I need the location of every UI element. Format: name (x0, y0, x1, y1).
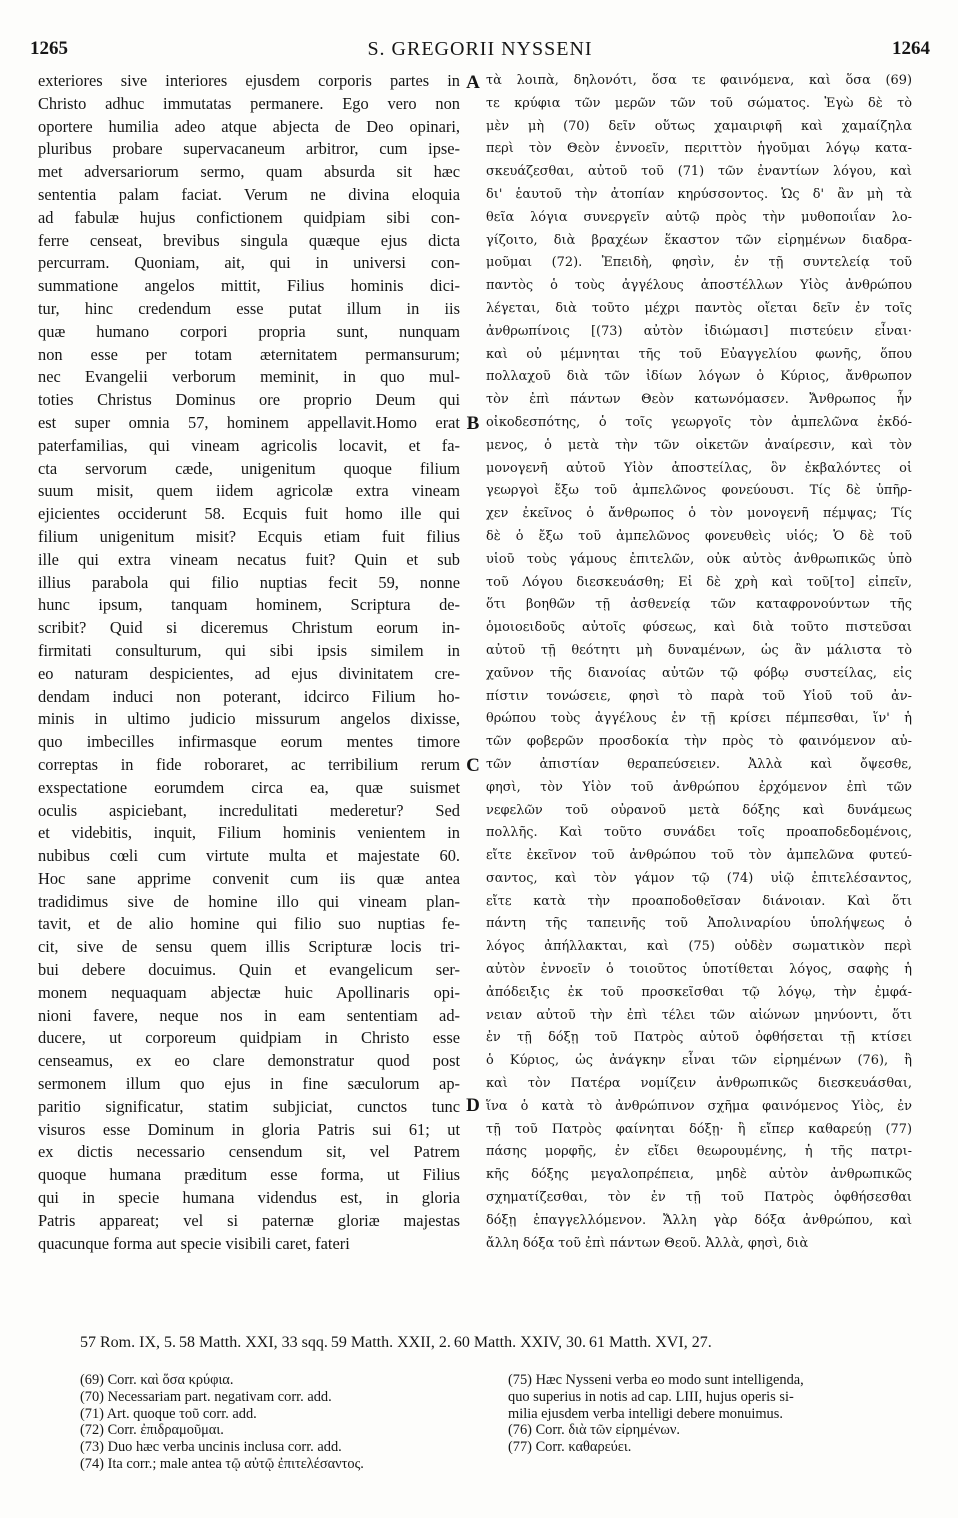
latin-text-line: censeamus, ex eo clare demonstratur quod post (38, 1051, 460, 1071)
greek-text-line: τῶν ἀπιστίαν θεραπεύσειεν. Ἀλλὰ καὶ ὄψεσθε, (486, 756, 912, 772)
latin-text-line: oportere humilia adeo atque abjecta de Deo opinari, (38, 116, 460, 136)
latin-text-line: qui in specie humana videndus est, in gloria (38, 1188, 460, 1208)
latin-text-line: quacunque forma aut specie visibili caret, fateri (38, 1233, 350, 1253)
latin-text-line: dendam induci non poterant, idcirco Filium ho- (38, 686, 460, 706)
greek-text-line: νεφελῶν τοῦ οὐρανοῦ μετὰ δόξης καὶ δυνάμεως (486, 802, 912, 818)
greek-text-line: περὶ τὸν Θεὸν ἐννοεῖν, περιττὸν ἡγοῦμαι λόγῳ κατα- (486, 141, 912, 157)
scripture-reference: 59 Matth. XXII, 2. (330, 1334, 451, 1351)
latin-text-line: exteriores sive interiores ejusdem corporis partes in (38, 71, 460, 90)
latin-text-line: paritio significatur, statim subjiciat, cunctos tunc (38, 1096, 460, 1116)
greek-text-line: ὁμοιοειδοῦς αὐτοῖς φύσεως, καὶ διὰ τοῦτο πιστεῦσαι (486, 620, 912, 636)
latin-text-line: percurram. Quoniam, ait, qui in universi con- (38, 253, 460, 273)
greek-text-line: αὐτὸν ἐννοεῖν ὁ τοιοῦτος ὑποτίθεται λόγος, σαφὴς ἡ (486, 962, 912, 978)
latin-text-line: eo naturam despicientes, ad ejus divinitatem cre- (38, 663, 460, 683)
latin-text-line: correptas in fide roboraret, ac terribilium rerum (38, 754, 460, 774)
greek-text-line: εἴτε κατὰ τὴν προαποδοθεῖσαν διάνοιαν. Καὶ ὅτι (486, 893, 912, 909)
latin-text-line: met adversariorum sermo, quam absurda sit hæc (38, 162, 460, 182)
footnote: (76) Corr. διὰ τῶν εἰρημένων. (508, 1422, 680, 1439)
latin-text-line: quoque humana præditum esse forma, ut Filius (38, 1165, 460, 1185)
greek-text-line: τοῦ Λόγου διεσκευάσθη; Εἰ δὲ χρὴ καὶ τοῦ[το] εἰπεῖν, (486, 574, 912, 590)
footnote: (75) Hæc Nysseni verba eo modo sunt intelligenda, (508, 1372, 804, 1388)
greek-text-line: σχηματίζεσθαι, τὸν ἐν τῇ τοῦ Πατρὸς ὀφθήσεσθαι (486, 1190, 912, 1206)
greek-text-line: ἄλλη δόξα τοῦ ἐπὶ πάντων Θεοῦ. Ἀλλὰ, φησὶ, διὰ (486, 1235, 809, 1251)
greek-text-line: λόγος ἀπήλλακται, καὶ (75) οὐδὲν σωματικὸν περὶ (486, 939, 912, 955)
greek-text-line: πάσης μορφῆς, ἐν εἴδει θεωρουμένης, ἡ τῆς πατρι- (486, 1144, 912, 1160)
greek-text-line: καὶ οὐ μέμνηται τῆς τοῦ Εὐαγγελίου φωνῆς, ὅπου (486, 346, 912, 362)
latin-text-line: nec Evangelii verborum meminit, in quo mul- (38, 367, 460, 387)
greek-text-line: γεωργοὶ ἔξω τοῦ ἀμπελῶνος φονεύουσι. Τίς δὲ ὑπῆρ- (486, 483, 912, 499)
latin-text-line: filium unigenitum misit? Ecquis etiam fuit filius (38, 526, 460, 546)
latin-text-line: ad fabulæ hujus confictionem quidpiam sibi con- (38, 207, 460, 227)
greek-text-line: παντὸς ὁ τοὺς ἀγγέλους ἀποστέλλων Υἱὸς ἀνθρώπου (486, 278, 912, 294)
running-title: S. GREGORII NYSSENI (367, 38, 593, 60)
greek-text-line: ἵνα ὁ κατὰ τὸ ἀνθρώπινον σχῆμα φαινόμενος Υἱὸς, ἐν (486, 1098, 912, 1114)
latin-text-line: bui debere docuimus. Quin et evangelicum ser- (38, 960, 460, 980)
greek-text-line: γίζοιτο, διὰ βραχέων ἕκαστον τῶν εἰρημένων διαδρα- (486, 232, 912, 248)
greek-text-line: χεν ἐκεῖνος ὁ ἄνθρωπος ὁ τὸν μονογενῆ πέμψας; Τίς (486, 506, 912, 522)
footnote: (77) Corr. καθαρεύει. (508, 1439, 632, 1456)
margin-marker-b: B (466, 413, 480, 434)
page-number-left: 1265 (30, 38, 68, 59)
scripture-reference: 61 Matth. XVI, 27. (589, 1334, 712, 1351)
latin-text-line: illius parabola qui filio nuptias fecit 59, nonne (38, 572, 460, 592)
greek-text-line: κῆς δόξης μεγαλοπρέπεια, μηδὲ αὐτὸν ἀνθρωπικῶς (486, 1167, 912, 1183)
greek-text-line: τὰ λοιπὰ, δηλονότι, ὅσα τε φαινόμενα, καὶ ὅσα (69) (486, 73, 912, 88)
greek-text-line: μοῦμαι (72). Ἐπειδὴ, φησὶν, ἐν τῇ συντελείᾳ τοῦ (486, 255, 912, 271)
greek-text-line: καὶ τὸν Πατέρα νομίζειν ἀνθρωπικῶς διεσκευάσθαι, (486, 1076, 912, 1092)
latin-text-line: sermonem illum quo ejus in fine sæculorum ap- (38, 1074, 460, 1094)
latin-text-line: visuros esse Dominum in gloria Patris sui 61; ut (38, 1119, 460, 1139)
latin-text-line: Christo adhuc immutatas permanere. Ego vero non (38, 93, 460, 113)
greek-text-line: φησὶ, τὸν Υἱὸν τοῦ ἀνθρώπου ἐρχόμενον ἐπὶ τῶν (486, 779, 912, 795)
latin-text-line: tradidimus sive de homine illo qui vineam plan- (38, 891, 460, 911)
greek-text-line: αὐτοῦ τῇ θεότητι μὴ δυναμένων, ὡς ἂν μάλιστα τὸ (486, 642, 912, 658)
latin-text-line: quæ humano corpori propria sunt, nunquam (38, 321, 460, 341)
latin-text-line: cit, sive de sensu quem illis Scripturæ locis tri- (38, 937, 460, 957)
margin-marker-a: A (466, 72, 480, 93)
latin-text-line: sententia palam faciat. Verum ne divina eloquia (38, 184, 460, 204)
latin-text-line: oculis aspiciebant, incredulitati mederetur? Sed (38, 800, 460, 820)
greek-text-line: πολλαχοῦ διὰ τῶν ἰδίων λόγων ὁ Κύριος, ἄνθρωπον (486, 369, 912, 385)
latin-text-line: ejicientes occiderunt 58. Ecquis fuit homo ille qui (38, 504, 460, 524)
greek-text-line: θεῖα λόγια συνεργεῖν αὐτῷ πρὸς τὴν μυθοποιΐαν λο- (486, 209, 912, 225)
latin-text-line: suum misit, quem iidem agricolæ extra vineam (38, 481, 460, 501)
greek-text-line: πάντη τῆς ταπεινῆς τοῦ Ἀπολιναρίου ὑπολήψεως ὁ (486, 916, 912, 932)
footnote: milia ejusdem verba intelligi debere monuimus. (508, 1405, 783, 1422)
latin-text-line: est super omnia 57, hominem appellavit.Homo erat (38, 412, 460, 432)
greek-text-line: ὁ Κύριος, ὡς ἀνάγκην εἶναι τῶν εἰρημένων (76), ἢ (486, 1053, 912, 1069)
latin-text-line: Patris appareat; vel si paternæ gloriæ majestas (38, 1210, 460, 1230)
greek-text-line: ἐν τῇ δόξῃ τοῦ Πατρὸς αὐτοῦ ὀφθήσεται τῇ κτίσει (486, 1030, 912, 1046)
page-number-right: 1264 (892, 38, 930, 59)
greek-text-line: δι' ἑαυτοῦ τὴν ἀτοπίαν κηρύσσοντος. Ὡς δ' ἂν μὴ τὰ (486, 186, 912, 202)
footnotes-right (508, 1372, 923, 1456)
greek-text-line: λέγεται, διὰ τοῦτο μέχρι παντὸς οἴεται δεῖν ἐν τοῖς (486, 300, 912, 316)
footnotes-left (80, 1372, 475, 1473)
greek-text-line: πίστιν τονώσειε, φησὶ τὸ παρὰ τοῦ Υἱοῦ τοῦ ἀν- (486, 688, 912, 704)
greek-text-line: σαντος, καὶ τὸν γάμον τῷ (74) υἱῷ ἐπιτελέσαντος, (486, 870, 912, 886)
page-header (30, 38, 930, 66)
greek-text-line: ὅτι βοηθῶν τῇ ἀσθενείᾳ τῶν καταφρονούντων τῆς (486, 597, 912, 613)
latin-text-line: toties Christus Dominus ore proprio Deum qui (38, 390, 460, 410)
greek-text-line: εἴτε ἐκεῖνον τοῦ ἀνθρώπου τοῦ τὸν ἀμπελῶνα φυτεύ- (486, 848, 912, 864)
latin-text-line: non esse per totam æternitatem permansurum; (38, 344, 460, 364)
footnote: (70) Necessariam part. negativam corr. add. (80, 1388, 332, 1405)
greek-text-line: θρώπου τοὺς ἀγγέλους ἐν τῇ κρίσει πέμπεσθαι, ἵν' ἡ (486, 711, 912, 727)
scripture-reference: 57 Rom. IX, 5. (80, 1334, 176, 1351)
greek-text-line: πολλῆς. Καὶ τοῦτο συνάδει τοῖς προαποδεδομένοις, (486, 825, 912, 841)
latin-text-line: paterfamilias, qui vineam agricolis locavit, et fa- (38, 435, 460, 455)
scripture-reference: 60 Matth. XXIV, 30. (453, 1334, 587, 1351)
greek-text-line: υἱοῦ τοὺς γάμους ἐπιτελῶν, οὐκ αὐτὸς ἀνθρωπικῶς ὑπὸ (486, 551, 912, 567)
greek-text-line: τῶν φοβερῶν προσδοκία τὴν πρὸς τὸ φαινόμενον αὐ- (486, 734, 912, 750)
footnote: (74) Ita corr.; male antea τῷ αὐτῷ ἐπιτελέσαντος. (80, 1455, 364, 1472)
greek-text-line: δόξῃ ἐπαγγελλόμενον. Ἄλλη γὰρ δόξα ἀνθρώπου, καὶ (486, 1212, 912, 1228)
latin-text-line: hunc ipsum, tanquam hominem, Scriptura de- (38, 595, 460, 615)
latin-column (38, 70, 460, 1255)
latin-text-line: scribit? Quid si diceremus Christum eorum in- (38, 618, 460, 638)
latin-text-line: ex dictis necessario censendum sit, vel Patrem (38, 1142, 460, 1162)
footnote: quo superius in notis ad cap. LIII, hujus operis si- (508, 1388, 794, 1405)
greek-text-line: τε κρύφια τῶν μερῶν τῶν τοῦ σώματος. Ἐγὼ δὲ τὸ (486, 95, 912, 111)
latin-text-line: tur, hinc credendum esse putat illum in iis (38, 298, 460, 318)
latin-text-line: minis in ultimo judicio missurum angelos dixisse, (38, 709, 460, 729)
greek-column (486, 70, 912, 1255)
margin-marker-d: D (466, 1095, 480, 1116)
latin-text-line: ducere, ut corporeum quidpiam in Christo esse (38, 1028, 460, 1048)
greek-text-line: νειαν αὐτοῦ τὴν ἐπὶ τέλει τῶν αἰώνων μηνύοντι, ὅτι (486, 1007, 912, 1023)
latin-text-line: firmitati consulturum, qui sibi ipsis similem in (38, 640, 460, 660)
latin-text-line: pluribus probare supervacaneum arbitror, cum ipse- (38, 139, 460, 159)
footnote: (69) Corr. καὶ ὅσα κρύφια. (80, 1372, 234, 1388)
footnote: (72) Corr. ἐπιδραμοῦμαι. (80, 1422, 224, 1439)
greek-text-line: μενος, ὁ μετὰ τὴν τῶν οἰκετῶν ἀναίρεσιν, καὶ τὸν (486, 437, 912, 453)
greek-text-line: τὸν ἐπὶ πάντων Θεὸν κατωνόμασεν. Ἄνθρωπος ἦν (486, 392, 912, 408)
greek-text-line: δὲ ὁ ἔξω τοῦ ἀμπελῶνος φονευθεὶς υἱός; Ὁ δὲ τοῦ (486, 528, 912, 544)
latin-text-line: nioni favere, neque nos in eam sententiam ad- (38, 1005, 460, 1025)
greek-text-line: χαῦνον τῆς διανοίας αὐτῶν τῷ φόβῳ συστείλας, εἰς (486, 665, 912, 681)
latin-text-line: cta servorum cæde, unigenitum quoque filium (38, 458, 460, 478)
scripture-references (80, 1334, 900, 1356)
latin-text-line: Hoc sane apprime convenit cum iis quæ antea (38, 868, 460, 888)
greek-text-line: ἀπόδειξις ἐκ τοῦ προσκεῖσθαι τῷ λόγῳ, τὴν ἐμφά- (486, 984, 912, 1000)
latin-text-line: et videbitis, inquit, Filium hominis venientem in (38, 823, 460, 843)
latin-text-line: ferre censeat, brevibus singula quæque ejus dicta (38, 230, 460, 250)
footnote: (73) Duo hæc verba uncinis inclusa corr. add. (80, 1439, 342, 1456)
greek-text-line: σκευάζεσθαι, αὐτοῦ τοῦ (71) τῶν ἐναντίων λόγου, καὶ (486, 164, 912, 180)
latin-text-line: quo imbecilles infirmasque eorum mentes timore (38, 732, 460, 752)
latin-text-line: summatione angelos mittit, Filius hominis dici- (38, 276, 460, 296)
latin-text-line: nubibus cœli cum virtute multa et majestate 60. (38, 846, 460, 866)
greek-text-line: μονογενῆ αὐτοῦ Υἱὸν ἀποστείλας, ὃν ἐκβαλόντες οἱ (486, 460, 912, 476)
greek-text-line: τῇ τοῦ Πατρὸς φαίνηται δόξῃ· ἢ εἴπερ καθαρεύῃ (77) (486, 1121, 912, 1137)
greek-text-line: οἰκοδεσπότης, ὁ τοῖς γεωργοῖς τὸν ἀμπελῶνα ἐκδό- (486, 414, 912, 430)
latin-text-line: ille qui extra vineam necatus fuit? Quin et sub (38, 549, 460, 569)
latin-text-line: monem nequaquam abjectæ huic Apollinaris opi- (38, 982, 460, 1002)
greek-text-line: μὲν μὴ (70) δεῖν οὕτως χαμαιριφῆ καὶ χαμαίζηλα (486, 118, 912, 134)
footnote: (71) Art. quoque τοῦ corr. add. (80, 1405, 257, 1422)
scripture-reference: 58 Matth. XXI, 33 sqq. (179, 1334, 328, 1351)
latin-text-line: exspectatione eorumdem circa ea, quæ suismet (38, 777, 460, 797)
latin-text-line: tavit, et de alio homine qui filio suo nuptias fe- (38, 914, 460, 934)
margin-marker-c: C (466, 755, 480, 776)
greek-text-line: ἀνθρωπίνοις [(73) αὐτὸν ἰδιώμασι] πιστεύειν εἶναι· (486, 323, 912, 339)
